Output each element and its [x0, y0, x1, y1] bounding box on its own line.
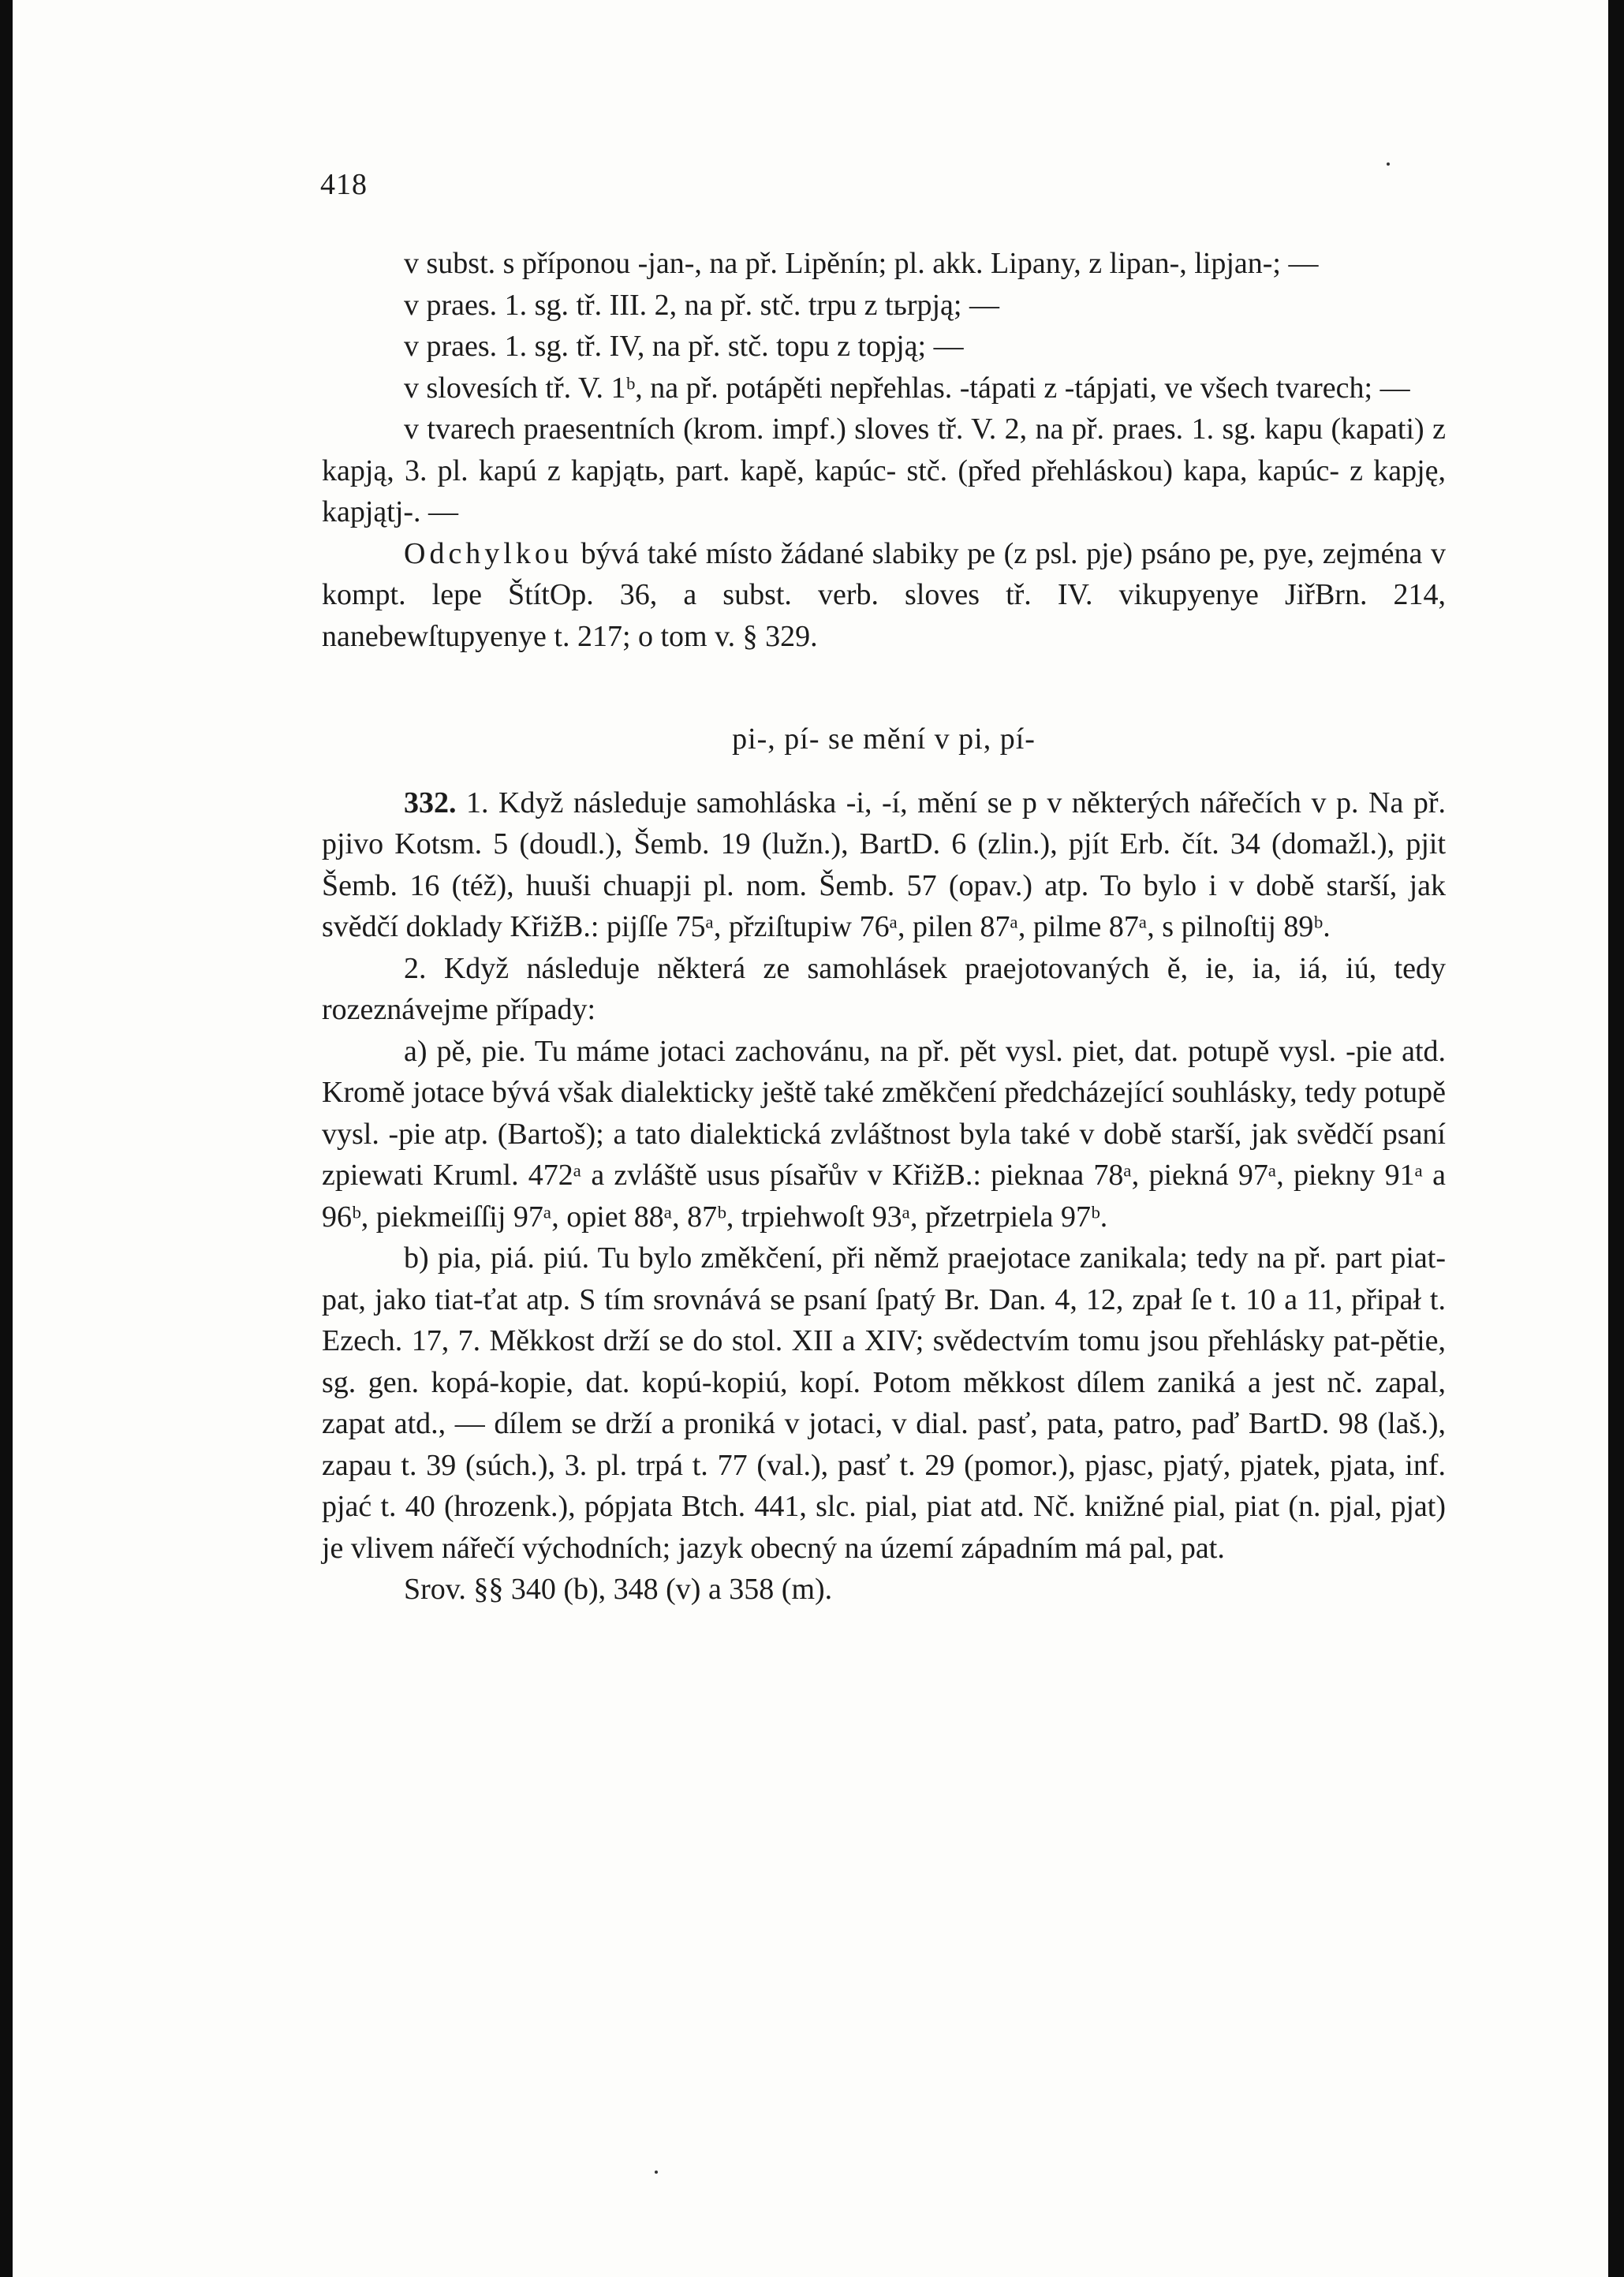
paragraph: v praes. 1. sg. tř. III. 2, na př. stč. trpu z tьrpją; —	[404, 288, 999, 322]
paragraph: v subst. s příponou -jan-, na př. Lipěnín; pl. akk. Lipany, z lipan-, lipjan-; —	[404, 247, 1319, 280]
section-heading: pi-, pí- se mění v pi, pí-	[732, 722, 1036, 756]
scan-border-left	[0, 0, 13, 2277]
paragraph: v praes. 1. sg. tř. IV, na př. stč. topu z topją; —	[404, 330, 964, 363]
paragraph-text: bývá také místo žádané slabiky pe (z psl. pje) psáno pe, pye, zejména v kompt. lepe ŠtítOp. 36, a subst. verb. sloves tř. IV. vikupyenye JiřBrn. 214, nanebewſtupyenye t. 217; o tom v. § 329.	[322, 536, 1446, 653]
paragraph: v tvarech praesentních (krom. impf.) sloves tř. V. 2, na př. praes. 1. sg. kapu (kapati) z kapją, 3. pl. kapú z kapjątь, part. kapě, kapúc- stč. (před přehláskou) kapa, kapúc- z kapję, kapjątj-. —	[322, 412, 1446, 528]
section-paragraph: a) pě, pie. Tu máme jotaci zachovánu, na př. pět vysl. piet, dat. potupě vysl. -pie atd. Kromě jotace bývá však dialekticky ještě také změkčení předcházející souhlásky, tedy potupě vysl. -pie atp. (Bartoš); a tato dialektická zvláštnost byla také v době starší, jak svědčí psaní zpiewati Kruml. 472ᵃ a zvláště usus písařův v KřižB.: pieknaa 78ᵃ, piekná 97ᵃ, piekny 91ᵃ a 96ᵇ, piekmeiſſij 97ᵃ, opiet 88ᵃ, 87ᵇ, trpiehwoſt 93ᵃ, přzetrpiela 97ᵇ.	[322, 1034, 1446, 1234]
paragraph	[322, 533, 1446, 658]
paragraph: v slovesích tř. V. 1ᵇ, na př. potápěti nepřehlas. -tápati z -tápjati, ve všech tvarech; —	[404, 371, 1410, 405]
section-number: 332.	[404, 786, 457, 819]
section-paragraph	[322, 782, 1446, 948]
paragraph-text: 1. Když následuje samohláska -i, -í, mění se p v některých nářečích v p. Na př. pjivo Kotsm. 5 (doudl.), Šemb. 19 (lužn.), BartD. 6 (zlin.), pjít Erb. čít. 34 (domažl.), pjit Šemb. 16 (též), huuši chuapji pl. nom. Šemb. 57 (opav.) atp. To bylo i v době starší, jak svědčí doklady KřižB.: pijſſe 75ᵃ, přziſtupiw 76ᵃ, pilen 87ᵃ, pilme 87ᵃ, s pilnoſtij 89ᵇ.	[322, 786, 1446, 943]
scan-border-right	[1608, 0, 1624, 2277]
page-number: 418	[320, 168, 368, 201]
scan-speck	[655, 2171, 658, 2174]
spaced-emphasis: Odchylkou	[404, 536, 573, 570]
scan-speck	[1387, 162, 1390, 166]
section-paragraph: Srov. §§ 340 (b), 348 (v) a 358 (m).	[404, 1573, 833, 1606]
page-content	[322, 243, 1446, 1611]
section-paragraph: 2. Když následuje některá ze samohlásek praejotovaných ě, ie, ia, iá, iú, tedy rozeznávejme případy:	[322, 951, 1446, 1026]
section-paragraph: b) pia, piá. piú. Tu bylo změkčení, při němž praejotace zanikala; tedy na př. part piat-pat, jako tiat-ťat atp. S tím srovnává se psaní ſpatý Br. Dan. 4, 12, zpał ſe t. 10 a 11, připał t. Ezech. 17, 7. Měkkost drží se do stol. XII a XIV; svědectvím tomu jsou přehlásky pat-pětie, sg. gen. kopá-kopie, dat. kopú-kopiú, kopí. Potom měkkost dílem zaniká a jest nč. zapal, zapat atd., — dílem se drží a proniká v jotaci, v dial. pasť, pata, patro, paď BartD. 98 (laš.), zapau t. 39 (súch.), 3. pl. trpá t. 77 (val.), pasť t. 29 (pomor.), pjasc, pjatý, pjatek, pjata, inf. pjać t. 40 (hrozenk.), pópjata Btch. 441, slc. pial, piat atd. Nč. knižné pial, piat (n. pjal, pjat) je vlivem nářečí východních; jazyk obecný na území západním má pal, pat.	[322, 1241, 1446, 1565]
